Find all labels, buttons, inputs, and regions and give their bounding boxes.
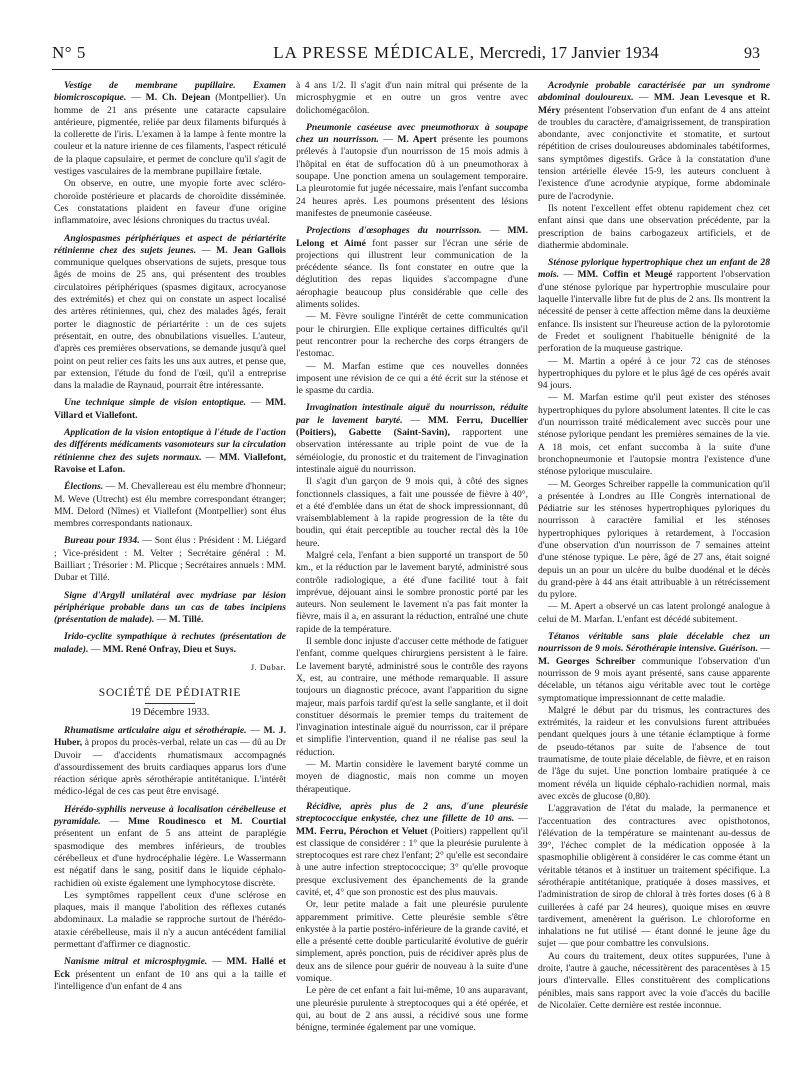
entry-paragraph xyxy=(54,535,286,584)
article-entry xyxy=(296,122,528,220)
entry-author: MM. Hallé et Eck xyxy=(54,956,286,980)
entry-author: MM. René Onfray, Dieu et Suys. xyxy=(102,643,237,655)
entry-title: Tétanos véritable sans plaie décelable chez un nourrisson de 9 mois. Sérothérapie intensive. Guérison. xyxy=(538,631,770,655)
entry-paragraph: Vestige de membrane pupillaire. Examen biomicroscopique. — M. Ch. Dejean (Montpellier). Un homme de 21 ans présente une cataracte capsulaire antérieure, pigmentée, reliée par deux filaments bifurqués à la collerette de l'iris. L'examen à la lampe à fente montre la couleur et la nature irienne de ces filaments, l'aspect réticulé de la plaque capsulaire, et permet de conclure qu'il s'agit de vestiges vasculaires de la membrane pupillaire fœtale. xyxy=(54,80,286,178)
entry-title: Nanisme mitral et microsphygmie. xyxy=(64,956,208,968)
article-entry xyxy=(296,80,528,117)
entries-block-1 xyxy=(54,80,286,656)
entry-author: Mme Roudinesco et M. Courtial xyxy=(128,816,286,828)
entry-paragraph: On observe, en outre, une myopie forte avec scléro-choroïde postérieure et placards de choroïdite disséminée. Ces constatations plaident en faveur d'une origine inflammatoire, avec lésions chroniques du tractus uvéal. xyxy=(54,178,286,227)
society-heading: SOCIÉTÉ DE PÉDIATRIE xyxy=(98,687,242,700)
entry-title: Projections d'œsophages du nourrisson. xyxy=(306,225,482,237)
entry-paragraph: Nanisme mitral et microsphygmie. — MM. Hallé et Eck présentent un enfant de 10 ans qui a la taille et l'intelligence d'un enfant de 4 ans xyxy=(54,956,286,992)
entry-paragraph: Les symptômes rappellent ceux d'une sclérose en plaques, mais il manque l'abolition des réflexes cutanés abdominaux. La maladie se rapproche surtout de l'hérédo-ataxie cérébelleuse, mais il n'y a aucun antécédent familial permettant d'affirmer ce diagnostic. xyxy=(54,889,286,950)
article-entry xyxy=(296,225,528,397)
entry-author: M. J. Huber, xyxy=(54,724,286,749)
entry-text: — M. Chevallereau est élu membre d'honneur; M. Weve (Utrecht) est élu membre correspondant étranger; MM. Delord (Nîmes) et Viallefont (Montpellier) sont élus membres correspondants nationaux. xyxy=(54,481,286,530)
entry-paragraph: Il s'agit d'un garçon de 9 mois qui, à côté des signes fonctionnels classiques, a fait une poussée de fièvre à 40°, et a été d'emblée dans un état de shock impressionnant, dû vraisemblablement à la rapide progression de la tête du boudin, qui était perceptible au toucher rectal dès la 10e heure. xyxy=(296,476,528,549)
entry-author: MM. Jean Levesque et R. Méry xyxy=(538,92,770,116)
entry-author: MM. Ferru, Ducellier (Poitiers), Gabette (Saint-Savin), xyxy=(296,414,528,439)
entry-paragraph: Une technique simple de vision entoptique. — MM. Villard et Viallefont. xyxy=(54,397,286,421)
entry-text: présentent un enfant de 10 ans qui a la taille et l'intelligence d'un enfant de 4 ans xyxy=(54,968,286,992)
journal-title xyxy=(232,43,700,63)
entry-paragraph: Rhumatisme articulaire aigu et sérothérapie. — M. J. Huber, à propos du procès-verbal, relate un cas — dû au Dr Duvoir — d'accidents rhumatismaux accompagnés d'assourdissement des bruits cardiaques apparus lors d'une réaction sérique après sérothérapie antitétanique. L'intérêt médico-légal de ces cas peut être envisagé. xyxy=(54,724,286,798)
article-entry xyxy=(54,535,286,584)
entry-title: Sténose pylorique hypertrophique chez un enfant de 28 mois. xyxy=(538,257,770,281)
entry-paragraph: — M. Fèvre souligne l'intérêt de cette communication pour le chirurgien. Elle explique certaines difficultés qu'il peut rencontrer pour la recherche des corps étrangers de l'estomac. xyxy=(296,311,528,360)
article-entry xyxy=(54,725,286,799)
entry-paragraph: Projections d'œsophages du nourrisson. — MM. Lelong et Aimé font passer sur l'écran une série de projections qui illustrent leur communication de la précédente séance. Ils font constater en outre que la déglutition des repas liquides s'accompagne d'une aérophagie beaucoup plus considérable que celle des aliments solides. xyxy=(296,225,528,311)
article-entry xyxy=(296,402,528,796)
entry-author: MM. Coffin et Meugé xyxy=(577,269,673,281)
article-entry xyxy=(54,481,286,530)
entry-title: Acrodynie probable caractérisée par un syndrome abdominal douloureux. xyxy=(538,80,770,104)
page-number: 93 xyxy=(744,45,760,62)
entry-text: présentent l'observation d'un enfant de 4 ans atteint de troubles du caractère, d'amaigrissement, de transpiration abondante, avec conjonctivite et stomatite, et surtout répétition de crises douloureuses abdominales tabétiformes, sans symptômes digestifs. Grâce à la constatation d'une tension artérielle élevée 15-9, les auteurs concluent à l'existence d'une acrodynie atypique, forme abdominale pure de l'acrodynie. xyxy=(538,104,770,202)
page-header xyxy=(52,34,760,70)
entry-paragraph: — M. Apert a observé un cas latent prolongé analogue à celui de M. Marfan. L'enfant est décédé subitement. xyxy=(538,601,770,625)
entry-title: Bureau pour 1934. xyxy=(64,535,140,547)
entry-text: (Montpellier). Un homme de 21 ans présente une cataracte capsulaire antérieure, pigmentée, reliée par deux filaments bifurqués à la collerette de l'iris. L'examen à la lampe à fente montre la couleur et la nature irienne de ces filaments, l'aspect réticulé de la plaque capsulaire, et permet de conclure qu'il s'agit de vestiges vasculaires de la membrane pupillaire fœtale. xyxy=(54,92,286,178)
entries-block-2 xyxy=(54,725,286,993)
column-2 xyxy=(296,80,528,1075)
entry-text: présente les poumons prélevés à l'autopsie d'un nourrisson de 15 mois admis à l'hôpital en état de suffocation dû à un pneumothorax à soupape. Une ponction amena un soulagement temporaire. La pleurotomie fut jugée nécessaire, mais l'enfant succomba 24 heures après. Les poumons présentent des lésions manifestes de pneumonie caséeuse. xyxy=(296,134,528,219)
signature: J. Dubar. xyxy=(250,662,286,673)
entry-paragraph: — M. Marfan estime qu'il peut exister des sténoses hypertrophiques du pylore absolument latentes. Il cite le cas d'un nourrisson traité médicalement avec succès pour une sténose pylorique pendant les premières semaines de la vie. A 18 mois, cet enfant succomba à la suite d'une bronchopneumonie et l'autopsie montra l'existence d'une sténose pylorique musculaire. xyxy=(538,392,770,478)
article-entry xyxy=(54,956,286,993)
entry-paragraph: Malgré le début par du trismus, les contractures des extrémités, la raideur et les convulsions furent attribuées pendant quelques jours à une tétanie éclamptique à forme de pseudo-tétanos par suite de l'absence de tout traumatisme, de toute plaie décelable, de fièvre, et en raison de l'âge du sujet. Une ponction lombaire pratiquée à ce moment révéla un liquide céphalo-rachidien normal, mais avec excès de glucose (0,80). xyxy=(538,704,770,802)
entry-author: M. Jean Gallois xyxy=(216,244,286,256)
heading-rule xyxy=(145,703,195,704)
article-entry xyxy=(54,80,286,228)
entry-paragraph: — M. Martin considère le lavement baryté comme un moyen de diagnostic, mais non comme un moyen thérapeutique. xyxy=(296,759,528,795)
entry-text: communique quelques observations de sujets, presque tous âgés de moins de 25 ans, qui présentent des troubles circulatoires périphériques (spasmes digitaux, acrocyanose des extrémités) et chez qui on constate un aspect localisé des artères rétiniennes, qui, chez des malades âgés, ferait porter le diagnostic de périartérite : un de ces sujets présentait, en outre, des obnubilations visuelles. L'auteur, d'après ces premières observations, se demande jusqu'à quel point on peut relier ces faits les uns aux autres, et pense que, par extension, l'étude du fond de l'œil, qu'il a entreprise dans la maladie de Raynaud, pourrait être intéressante. xyxy=(54,257,286,392)
entry-title: Hérédo-syphilis nerveuse à localisation cérébelleuse et pyramidale. xyxy=(54,803,286,828)
entry-text: présentent un enfant de 5 ans atteint de paraplégie spasmodique des membres inférieurs, de troubles cérébelleux et d'une hydrocéphalie légère. Le Wassermann est négatif dans le sang, positif dans le liquide céphalo-rachidien où existe également une lymphocytose discrète. xyxy=(54,828,286,889)
entry-text: rapportent l'observation d'une sténose pylorique par hypertrophie musculaire pour laquelle l'intervalle libre fut de plus de 2 ans. Ils montrent la nécessité de penser à cette affection même dans la deuxième enfance. Ils insistent sur l'heureuse action de la pylorotomie de Fredet et soulignent l'habituelle bénignité de la perforation de la muqueuse gastrique. xyxy=(538,269,770,355)
issue-number: N° 5 xyxy=(52,43,86,62)
article-entry xyxy=(54,233,286,393)
entry-paragraph: Invagination intestinale aiguë du nourrisson, réduite par le lavement baryté. — MM. Ferru, Ducellier (Poitiers), Gabette (Saint-Savin), rapportent une observation intéressante au triple point de vue de la séméiologie, du pronostic et du traitement de l'invagination intestinale aiguë du nourrisson. xyxy=(296,402,528,475)
entry-title: Élections. xyxy=(64,481,104,493)
entry-text: (Poitiers) rappellent qu'il est classique de considérer : 1° que la pleurésie purulente à streptocoques est rare chez l'enfant; 2° qu'elle est secondaire à une autre infection streptococcique; 3° qu'elle provoque presque exclusivement des épanchements de la grande cavité, et, 4° que son pronostic est des plus mauvais. xyxy=(296,825,528,898)
entry-text: à 4 ans 1/2. Il s'agit d'un nain mitral qui présente de la microsphygmie et en outre un gros ventre avec dolichomégacôlon. xyxy=(296,80,528,116)
entry-author: MM. Ferru, Pérochon et Veluet xyxy=(296,825,428,837)
entry-paragraph: Ils notent l'excellent effet obtenu rapidement chez cet enfant ainsi que dans une observation précédente, par la prescription de bains carbogazeux artificiels, et de diathermie abdominale. xyxy=(538,202,770,251)
entry-text: rapportent une observation intéressante au triple point de vue de la séméiologie, du pronostic et du traitement de l'invagination intestinale aiguë du nourrisson. xyxy=(296,427,528,475)
society-date: 19 Décembre 1933. xyxy=(130,706,210,718)
entry-paragraph: Récidive, après plus de 2 ans, d'une pleurésie streptococcique enkystée, chez une fillette de 10 ans. — MM. Ferru, Pérochon et Veluet (Poitiers) rappellent qu'il est classique de considérer : 1° que la pleurésie purulente à streptocoques est rare chez l'enfant; 2° qu'elle est secondaire à une autre infection streptococcique; 3° qu'elle provoque presque exclusivement des épanchements de la grande cavité, et, 4° que son pronostic est des plus mauvais. xyxy=(296,800,528,898)
article-entry xyxy=(296,801,528,1035)
journal-name: LA PRESSE MÉDICALE, xyxy=(273,43,476,62)
article-entry xyxy=(54,397,286,422)
entry-paragraph: — M. Marfan estime que ces nouvelles données imposent une révision de ce qui a été écrit sur la sténose et le spasme du cardia. xyxy=(296,360,528,397)
entry-author: M. Tillé. xyxy=(168,614,204,626)
entry-title: Récidive, après plus de 2 ans, d'une pleurésie streptococcique enkystée, chez une fillette de 10 ans. xyxy=(296,800,528,825)
entry-paragraph: Malgré cela, l'enfant a bien supporté un transport de 50 km., et la réduction par le lavement baryté, administré sous contrôle radiologique, a été d'une facilité tout à fait imprévue, déjouant ainsi le sombre pronostic porté par les auteurs. Non seulement le lavement n'a pas fait monter la fièvre, mais il a, en assurant la réduction, entraîné une chute rapide de la température. xyxy=(296,549,528,635)
entry-title: Invagination intestinale aiguë du nourrisson, réduite par le lavement baryté. xyxy=(296,402,528,426)
entry-title: Signe d'Argyll unilatéral avec mydriase par lésion périphérique probable dans un cas de tabes incipiens (présentation de malade). xyxy=(54,589,286,626)
entry-paragraph: Application de la vision entoptique à l'étude de l'action des différents médicaments vasomoteurs sur la circulation rétinienne chez des sujets normaux. — MM. Viallefont, Ravoise et Lafon. xyxy=(54,427,286,475)
entry-author: M. Georges Schreiber xyxy=(538,655,636,667)
entry-paragraph: L'aggravation de l'état du malade, la permanence et l'accentuation des contractures avec opisthotonos, l'élévation de la température se maintenant au-dessus de 39°, l'échec complet de la médication opposée à la spasmophilie obligèrent à considérer le cas comme étant un véritable tétanos et à instituer un traitement spécifique. La sérothérapie antitétanique, pratiquée à doses massives, et l'administration de sirop de chloral à très fortes doses (6 à 8 cuillerées à café par 24 heures), quoique mises en œuvre tardivement, amenèrent la guérison. Le chloroforme en inhalations ne fut utilisé — étant donné le jeune âge du sujet — que pour combattre les convulsions. xyxy=(538,803,770,950)
entry-paragraph: — M. Georges Schreiber rappelle la communication qu'il a présentée à Londres au IIIe Congrès international de Pédiatrie sur les sténoses hypertrophiques pyloriques du nourrisson à caractère familial et les sténoses hypertrophiques pyloriques à retardement, à l'occasion d'une observation d'un nourrisson de 7 semaines atteint d'une sténose typique. Le père, âgé de 27 ans, était soigné depuis un an pour un ulcère du bulbe duodénal et le décès du grand-père à 44 ans était attribuable à un rétrécissement du pylore. xyxy=(538,478,770,601)
entry-paragraph: Or, leur petite malade a fait une pleurésie purulente apparemment primitive. Cette pleurésie semble s'être enkystée à la partie postéro-inférieure de la grande cavité, et elle a présenté cette double particularité évolutive de guérir simplement, après ponction, puis de récidiver après plus de deux ans de silence pour guérir de nouveau à la suite d'une vomique. xyxy=(296,899,528,985)
entry-title: Application de la vision entoptique à l'étude de l'action des différents médicaments vasomoteurs sur la circulation rétinienne chez des sujets normaux. xyxy=(54,427,286,463)
column-1 xyxy=(54,80,286,1075)
entry-text: font passer sur l'écran une série de projections qui illustrent leur communication de la précédente séance. Ils font constater en outre que la déglutition des repas liquides s'accompagne d'une aérophagie beaucoup plus considérable que celle des aliments solides. xyxy=(296,237,528,311)
entry-paragraph: Sténose pylorique hypertrophique chez un enfant de 28 mois. — MM. Coffin et Meugé rapportent l'observation d'une sténose pylorique par hypertrophie musculaire pour laquelle l'intervalle libre fut de plus de 2 ans. Ils montrent la nécessité de penser à cette affection même dans la deuxième enfance. Ils insistent sur l'heureuse action de la pylorotomie de Fredet et soulignent l'habituelle bénignité de la perforation de la muqueuse gastrique. xyxy=(538,257,770,355)
entry-paragraph: Hérédo-syphilis nerveuse à localisation cérébelleuse et pyramidale. — Mme Roudinesco et M. Courtial présentent un enfant de 5 ans atteint de paraplégie spasmodique des membres inférieurs, de troubles cérébelleux et d'une hydrocéphalie légère. Le Wassermann est négatif dans le sang, positif dans le liquide céphalo-rachidien où existe également une lymphocytose discrète. xyxy=(54,803,286,889)
entry-paragraph xyxy=(296,80,528,117)
entry-title: Irido-cyclite sympathique à rechutes (présentation de malade). xyxy=(54,631,286,655)
article-entry xyxy=(54,631,286,656)
entry-title: Angiospasmes périphériques et aspect de périartérite rétinienne chez des sujets jeunes. xyxy=(54,232,286,256)
entry-paragraph: Pneumonie caséeuse avec pneumothorax à soupape chez un nourrisson. — M. Apert présente les poumons prélevés à l'autopsie d'un nourrisson de 15 mois admis à l'hôpital en état de suffocation dû à un pneumothorax à soupape. Une ponction amena un soulagement temporaire. La pleurotomie fut jugée nécessaire, mais l'enfant succomba 24 heures après. Les poumons présentent des lésions manifestes de pneumonie caséeuse. xyxy=(296,121,528,219)
article-columns xyxy=(54,80,770,1075)
entry-author: M. Ch. Dejean xyxy=(145,92,211,104)
entry-text: communique l'observation d'un nourrisson de 9 mois ayant présenté, sans cause apparente décelable, un tétanos aigu véritable avec tout le cortège symptomatique impressionnant de cette maladie. xyxy=(538,655,770,704)
entry-author: M. Apert xyxy=(397,134,437,146)
entry-paragraph xyxy=(54,481,286,530)
issue-date: Mercredi, 17 Janvier 1934 xyxy=(479,43,659,62)
entry-paragraph: Tétanos véritable sans plaie décelable chez un nourrisson de 9 mois. Sérothérapie intensive. Guérison. — M. Georges Schreiber communique l'observation d'un nourrisson de 9 mois ayant présenté, sans cause apparente décelable, un tétanos aigu véritable avec tout le cortège symptomatique impressionnant de cette maladie. xyxy=(538,631,770,704)
article-entry xyxy=(54,804,286,952)
entry-title: Vestige de membrane pupillaire. Examen biomicroscopique. xyxy=(54,80,286,104)
entry-author: MM. Lelong et Aimé xyxy=(296,225,528,249)
entry-text: à propos du procès-verbal, relate un cas — dû au Dr Duvoir — d'accidents rhumatismaux accompagnés d'assourdissement des bruits cardiaques apparus lors d'une réaction sérique après sérothérapie antitétanique. L'intérêt médico-légal de ces cas peut être envisagé. xyxy=(54,737,286,798)
entry-paragraph: Il semble donc injuste d'accuser cette méthode de fatiguer l'enfant, comme quelques chirurgiens persistent à le faire. Le lavement baryté, administré sous le contrôle des rayons X, est, au contraire, une méthode remarquable. Il assure toujours un diagnostic précoce, avant l'apparition du signe majeur, mais parfois tardif qu'est la selle sanglante, et il doit constituer désormais le premier temps du traitement de l'invagination intestinale aiguë du nourrisson, car il prépare et simplifie l'intervention, quand il ne réalise pas seul la réduction. xyxy=(296,636,528,758)
entry-paragraph: Le père de cet enfant a fait lui-même, 10 ans auparavant, une pleurésie purulente à streptocoques qui a été opérée, et qui, au bout de 2 ans aussi, a récidivé sous une forme bénigne, terminée également par une vomique. xyxy=(296,985,528,1034)
entry-paragraph: Signe d'Argyll unilatéral avec mydriase par lésion périphérique probable dans un cas de tabes incipiens (présentation de malade). — M. Tillé. xyxy=(54,589,286,626)
article-entry xyxy=(538,257,770,626)
entry-title: Une technique simple de vision entoptique. xyxy=(64,397,247,409)
column-3 xyxy=(538,80,770,1075)
entry-paragraph: Au cours du traitement, deux otites suppurées, l'une à droite, l'autre à gauche, nécessitèrent des paracentèses à 15 jours d'intervalle. Elles constituèrent des complications pénibles, mais sans rapport avec la voie d'accès du bacille de Nicolaïer. Cette dernière est restée inconnue. xyxy=(538,950,770,1011)
entry-title: Rhumatisme articulaire aigu et sérothérapie. xyxy=(64,724,247,736)
article-entry xyxy=(54,427,286,476)
entry-paragraph: — M. Martin a opéré à ce jour 72 cas de sténoses hypertrophiques du pylore et le plus âgé de ces opérés avait 94 jours. xyxy=(538,355,770,392)
entry-author: MM. Viallefont, Ravoise et Lafon. xyxy=(54,451,286,475)
entry-paragraph: Acrodynie probable caractérisée par un syndrome abdominal douloureux. — MM. Jean Levesque et R. Méry présentent l'observation d'un enfant de 4 ans atteint de troubles du caractère, d'amaigrissement, de transpiration abondante, avec conjonctivite et stomatite, et surtout répétition de crises douloureuses abdominales tabétiformes, sans symptômes digestifs. Grâce à la constatation d'une tension artérielle élevée 15-9, les auteurs concluent à l'existence d'une acrodynie atypique, forme abdominale pure de l'acrodynie. xyxy=(538,80,770,202)
entry-text: — Sont élus : Président : M. Liégard ; Vice-président : M. Velter ; Secrétaire général : M. Bailliart ; Trésorier : M. Plicque ; Secrétaires annuels : MM. Dubar et Tillé. xyxy=(54,535,286,584)
article-entry xyxy=(54,590,286,627)
entry-paragraph: Angiospasmes périphériques et aspect de périartérite rétinienne chez des sujets jeunes. — M. Jean Gallois communique quelques observations de sujets, presque tous âgés de moins de 25 ans, qui présentent des troubles circulatoires périphériques (spasmes digitaux, acrocyanose des extrémités) et chez qui on constate un aspect localisé des artères rétiniennes, qui, chez des malades âgés, ferait porter le diagnostic de périartérite : un de ces sujets présentait, en outre, des obnubilations visuelles. L'auteur, d'après ces premières observations, se demande jusqu'à quel point on peut relier ces faits les uns aux autres, et pense que, par extension, l'étude du fond de l'œil, qu'il a entreprise dans la maladie de Raynaud, pourrait être intéressante. xyxy=(54,232,286,392)
article-entry xyxy=(538,631,770,1012)
entry-paragraph: Irido-cyclite sympathique à rechutes (présentation de malade). — MM. René Onfray, Dieu et Suys. xyxy=(54,631,286,655)
entry-title: Pneumonie caséeuse avec pneumothorax à soupape chez un nourrisson. xyxy=(296,121,528,146)
entry-author: MM. Villard et Viallefont. xyxy=(54,397,286,421)
article-entry xyxy=(538,80,770,252)
